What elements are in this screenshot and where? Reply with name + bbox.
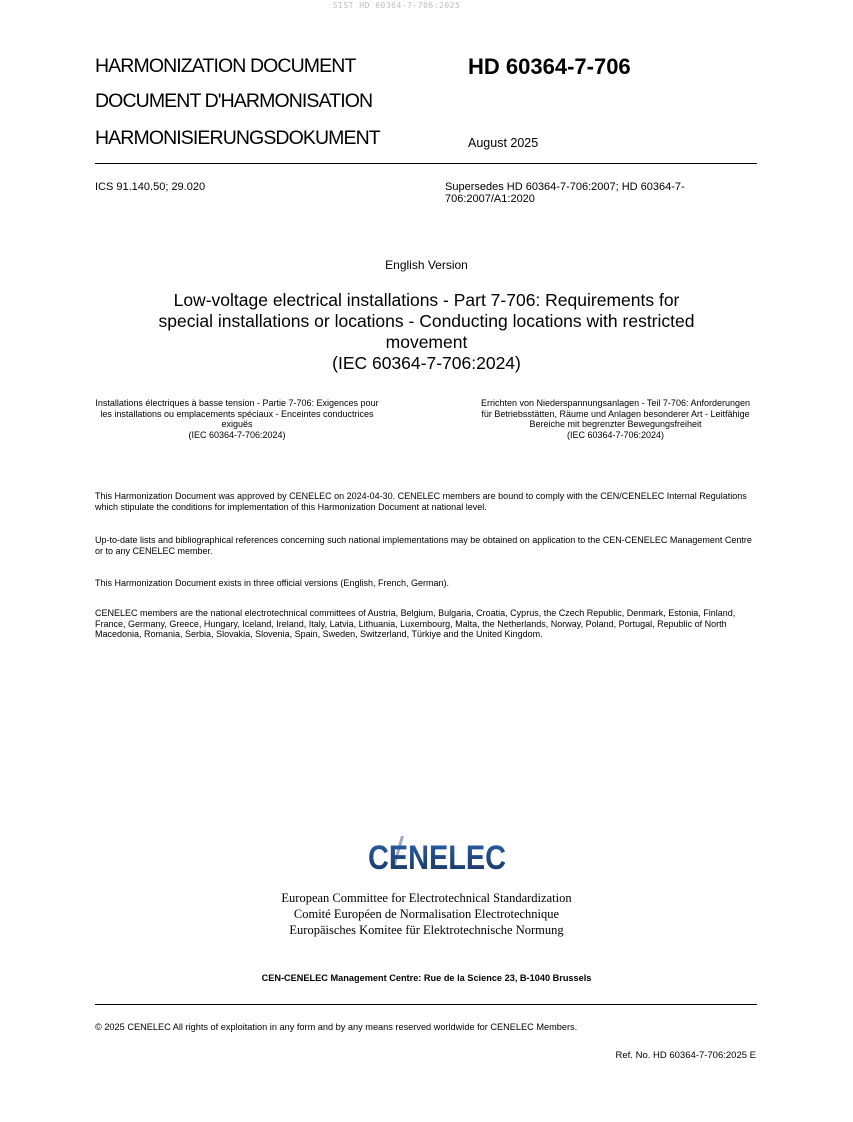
- german-iec-reference: (IEC 60364-7-706:2024): [566, 429, 665, 440]
- org-name-french: Comité Européen de Normalisation Electrotechnique: [293, 907, 560, 921]
- french-iec-reference: (IEC 60364-7-706:2024): [188, 429, 286, 440]
- doc-type-french: DOCUMENT D'HARMONISATION: [95, 90, 373, 112]
- version-label: English Version: [385, 258, 468, 272]
- logo-wordmark: CENELEC: [368, 839, 506, 877]
- versions-paragraph: This Harmonization Document exists in three official versions (English, French, German).: [95, 578, 449, 588]
- title-text: Low-voltage electrical installations - Part 7-706: Requirements for special installations or locations - Conducting locations with restricted movement: [158, 290, 695, 352]
- german-title-text: Errichten von Niederspannungsanlagen - Teil 7-706: Anforderungen für Betriebsstätten, Räume und Anlagen besonderer Art - Leitfähige Bereiche mit begrenzter Bewegungsfreiheit: [480, 398, 750, 429]
- watermark: SIST HD 60364-7-706:2025: [332, 1, 461, 10]
- org-name-german: Europäisches Komitee für Elektrotechnische Normung: [289, 923, 564, 937]
- supersedes: Supersedes HD 60364-7-706:2007; HD 60364-7-706:2007/A1:2020: [445, 181, 685, 205]
- publication-date: August 2025: [468, 136, 539, 150]
- references-paragraph: Up-to-date lists and bibliographical references concerning such national implementations may be obtained on application to the CEN-CENELEC Management Centre or to any CENELEC member.: [95, 535, 752, 556]
- header-divider: [95, 163, 757, 164]
- approval-paragraph: This Harmonization Document was approved by CENELEC on 2024-04-30. CENELEC members are bound to comply with the CEN/CENELEC Internal Regulations which stipulate the conditions for implementation of this Harmonization Document at national level.: [95, 491, 747, 512]
- doc-type-german: HARMONISIERUNGSDOKUMENT: [95, 127, 380, 149]
- reference-number: Ref. No. HD 60364-7-706:2025 E: [615, 1050, 756, 1061]
- document-title: [150, 290, 703, 374]
- ics-codes: ICS 91.140.50; 29.020: [95, 181, 206, 193]
- french-title: [92, 398, 382, 440]
- french-title-text: Installations électriques à basse tension - Partie 7-706: Exigences pour les installations ou emplacements spéciaux - Enceintes conductrices exiguës: [95, 398, 379, 429]
- footer-divider: [95, 1004, 757, 1005]
- title-iec-reference: (IEC 60364-7-706:2024): [332, 353, 521, 373]
- org-name-english: European Committee for Electrotechnical Standardization: [281, 891, 572, 905]
- cenelec-logo: [362, 820, 512, 875]
- document-number: HD 60364-7-706: [468, 54, 631, 79]
- copyright-notice: © 2025 CENELEC All rights of exploitation in any form and by any means reserved worldwide for CENELEC Members.: [95, 1022, 578, 1032]
- management-centre-address: CEN-CENELEC Management Centre: Rue de la Science 23, B-1040 Brussels: [261, 973, 592, 983]
- german-title: [478, 398, 753, 440]
- doc-type-english: HARMONIZATION DOCUMENT: [95, 55, 356, 77]
- members-paragraph: CENELEC members are the national electrotechnical committees of Austria, Belgium, Bulgaria, Croatia, Cyprus, the Czech Republic, Denmark, Estonia, Finland, France, Germany, Greece, Hungary, Iceland, Ireland, Italy, Latvia, Lithuania, Luxembourg, Malta, the Netherlands, Norway, Poland, Portugal, Republic of North Macedonia, Romania, Serbia, Slovakia, Slovenia, Spain, Sweden, Switzerland, Türkiye and the United Kingdom.: [95, 608, 736, 639]
